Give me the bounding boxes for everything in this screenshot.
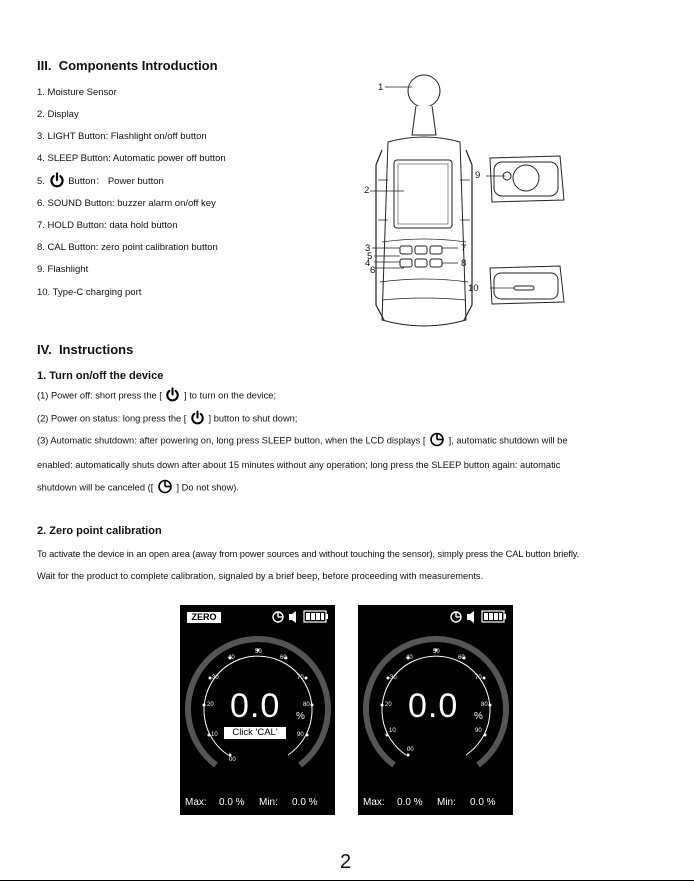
timer-icon xyxy=(272,611,284,623)
section-4-number: IV. xyxy=(37,342,52,357)
subsection-1-heading: 1. Turn on/off the device xyxy=(37,370,164,382)
moisture-reading: 0.0 xyxy=(408,687,459,725)
diagram-label-6: 6 xyxy=(370,265,376,276)
component-item-5-number: 5. xyxy=(37,176,45,187)
diagram-label-9: 9 xyxy=(475,170,481,181)
component-item-10: 10. Type-C charging port xyxy=(37,287,142,298)
section-3-number: III. xyxy=(37,58,52,73)
scale-tick-80: 80 xyxy=(481,702,488,708)
diagram-label-3: 3 xyxy=(365,243,371,254)
instruction-line-4: enabled: automatically shuts down after about 15 minutes without any operation; long press the SLEEP button again: automatic xyxy=(37,460,561,470)
scale-tick-20: 20 xyxy=(207,702,214,708)
scale-tick-60: 60 xyxy=(280,655,287,661)
scale-tick-20: 20 xyxy=(385,702,392,708)
max-value: 0.0 % xyxy=(397,797,423,808)
scale-tick-30: 30 xyxy=(390,675,397,681)
diagram-label-8: 8 xyxy=(461,258,467,269)
battery-icon xyxy=(482,611,506,622)
device-diagram xyxy=(360,70,680,345)
scale-tick-30: 30 xyxy=(212,675,219,681)
component-item-7: 7. HOLD Button: data hold button xyxy=(37,220,178,231)
component-item-1: 1. Moisture Sensor xyxy=(37,87,117,98)
scale-tick-10: 10 xyxy=(389,728,396,734)
component-item-5 xyxy=(37,173,164,188)
instruction-line-1 xyxy=(37,390,276,402)
scale-tick-90: 90 xyxy=(297,732,304,738)
component-item-3: 3. LIGHT Button: Flashlight on/off button xyxy=(37,131,207,142)
battery-icon xyxy=(304,611,328,622)
min-label: Min: xyxy=(259,797,278,808)
min-value: 0.0 % xyxy=(292,797,318,808)
section-4-heading xyxy=(37,342,133,357)
component-item-8: 8. CAL Button: zero point calibration button xyxy=(37,242,218,253)
page-number: 2 xyxy=(340,851,352,873)
scale-tick-50: 50 xyxy=(433,649,440,655)
bottom-rule xyxy=(0,880,694,881)
diagram-label-1: 1 xyxy=(378,82,384,93)
scale-tick-50: 50 xyxy=(255,649,262,655)
reading-unit: % xyxy=(474,711,483,722)
instruction-line-3-start: (3) Automatic shutdown: after powering on, long press SLEEP button, when the LCD displays [ xyxy=(37,435,426,446)
lcd-screen-zero xyxy=(180,605,335,815)
scale-tick-40: 40 xyxy=(406,655,413,661)
power-icon xyxy=(165,387,180,402)
timer-icon xyxy=(429,432,445,447)
diagram-label-10: 10 xyxy=(468,283,479,294)
instruction-line-1-end: ] to turn on the device; xyxy=(184,390,277,401)
speaker-icon xyxy=(288,611,297,623)
component-item-4: 4. SLEEP Button: Automatic power off button xyxy=(37,153,226,164)
diagram-label-7: 7 xyxy=(461,243,467,254)
calibration-line-2: Wait for the product to complete calibration, signaled by a brief beep, before proceeding with measurements. xyxy=(37,571,484,581)
instruction-line-2 xyxy=(37,413,297,425)
section-3-title: Components Introduction xyxy=(58,58,218,73)
speaker-icon xyxy=(466,611,475,623)
scale-tick-70: 70 xyxy=(297,675,304,681)
calibration-hint: Click 'CAL' xyxy=(224,727,286,739)
instruction-line-2-start: (2) Power on status: long press the [ xyxy=(37,413,187,424)
instruction-line-5-end: ] Do not show). xyxy=(176,482,239,493)
power-icon xyxy=(49,172,65,188)
scale-tick-00: 00 xyxy=(229,757,236,763)
scale-tick-70: 70 xyxy=(475,675,482,681)
calibration-line-1: To activate the device in an open area (away from power sources and without touching the sensor), simply press the CAL button briefly. xyxy=(37,549,580,559)
diagram-label-2: 2 xyxy=(364,185,370,196)
scale-tick-80: 80 xyxy=(303,702,310,708)
max-label: Max: xyxy=(185,797,207,808)
lcd-screen-measure xyxy=(358,605,513,815)
component-item-6: 6. SOUND Button: buzzer alarm on/off key xyxy=(37,198,216,209)
instruction-line-2-end: ] button to shut down; xyxy=(208,413,298,424)
section-4-title: Instructions xyxy=(58,342,134,357)
max-value: 0.0 % xyxy=(219,797,245,808)
timer-icon xyxy=(450,611,462,623)
component-item-9: 9. Flashlight xyxy=(37,264,89,275)
scale-tick-60: 60 xyxy=(458,655,465,661)
instruction-line-5 xyxy=(37,482,239,494)
section-3-heading xyxy=(37,58,218,73)
timer-icon xyxy=(157,479,173,494)
diagram-label-4: 4 xyxy=(365,258,371,269)
zero-badge: ZERO xyxy=(187,612,221,623)
power-icon xyxy=(190,410,205,425)
scale-tick-00: 00 xyxy=(407,747,414,753)
scale-tick-40: 40 xyxy=(228,655,235,661)
instruction-line-1-start: (1) Power off: short press the [ xyxy=(37,390,162,401)
instruction-line-5-start: shutdown will be canceled ([ xyxy=(37,482,154,493)
min-value: 0.0 % xyxy=(470,797,496,808)
subsection-2-heading: 2. Zero point calibration xyxy=(37,525,162,537)
scale-tick-90: 90 xyxy=(475,728,482,734)
min-label: Min: xyxy=(437,797,456,808)
max-label: Max: xyxy=(363,797,385,808)
component-item-5-text: Button： Power button xyxy=(68,176,164,187)
instruction-line-3 xyxy=(37,435,568,447)
instruction-line-3-end: ], automatic shutdown will be xyxy=(448,435,568,446)
diagram-label-5: 5 xyxy=(367,251,373,262)
scale-tick-10: 10 xyxy=(211,732,218,738)
moisture-reading: 0.0 xyxy=(230,687,281,725)
reading-unit: % xyxy=(296,711,305,722)
component-item-2: 2. Display xyxy=(37,109,79,120)
